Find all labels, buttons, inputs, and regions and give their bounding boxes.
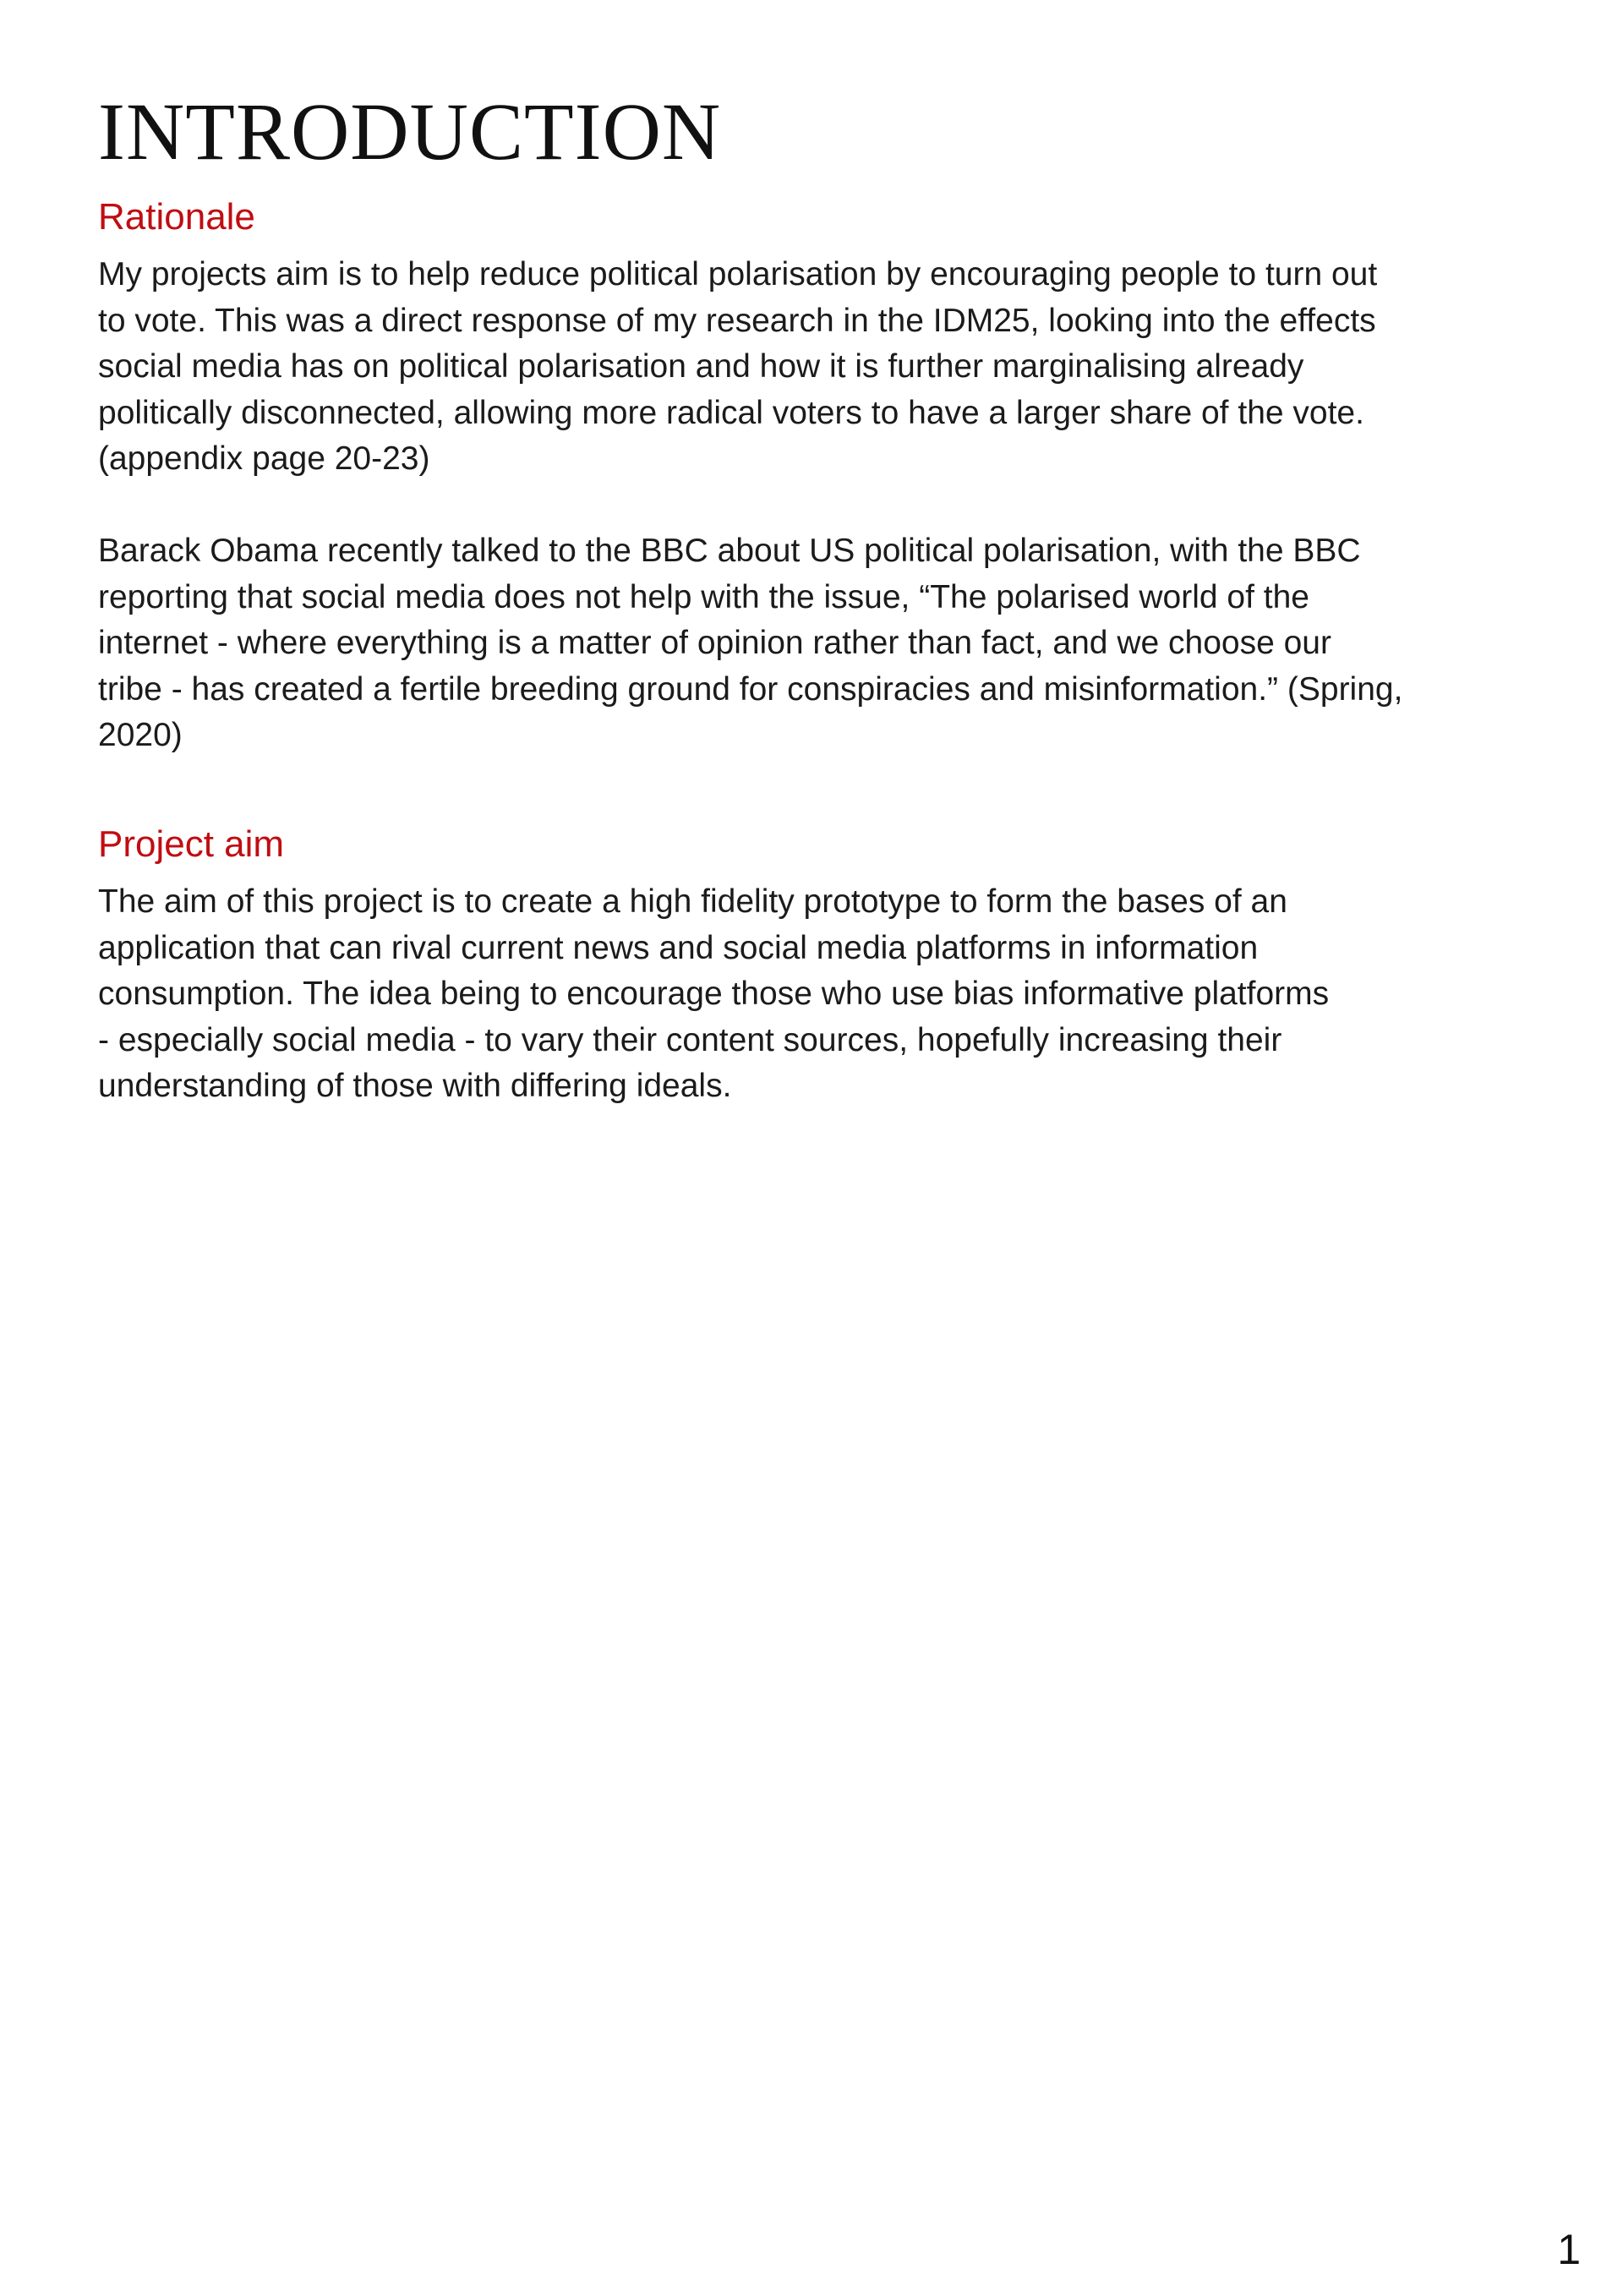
text-line: politically disconnected, allowing more radical voters to have a larger share of the vote. xyxy=(98,394,1364,431)
page-number: 1 xyxy=(1557,2226,1581,2273)
project-aim-paragraph xyxy=(98,879,1329,1110)
text-line: (appendix page 20-23) xyxy=(98,440,430,477)
text-line: social media has on political polarisation and how it is further marginalising already xyxy=(98,348,1304,385)
text-line: tribe - has created a fertile breeding ground for conspiracies and misinformation.” (Spring, xyxy=(98,670,1403,708)
section-heading-rationale: Rationale xyxy=(98,196,255,238)
rationale-paragraph-1 xyxy=(98,252,1377,483)
text-line: to vote. This was a direct response of my research in the IDM25, looking into the effects xyxy=(98,302,1376,339)
text-line: application that can rival current news and social media platforms in information xyxy=(98,929,1259,966)
section-heading-project-aim: Project aim xyxy=(98,823,285,865)
text-line: My projects aim is to help reduce political polarisation by encouraging people to turn out xyxy=(98,256,1378,292)
text-line: 2020) xyxy=(98,717,183,753)
text-line: internet - where everything is a matter of opinion rather than fact, and we choose our xyxy=(98,625,1331,661)
text-line: reporting that social media does not help with the issue, “The polarised world of the xyxy=(98,578,1309,615)
text-line: - especially social media - to vary their content sources, hopefully increasing their xyxy=(98,1021,1282,1058)
text-line: consumption. The idea being to encourage those who use bias informative platforms xyxy=(98,976,1330,1012)
text-line: The aim of this project is to create a high fidelity prototype to form the bases of an xyxy=(98,883,1287,920)
text-line: understanding of those with differing ideals. xyxy=(98,1068,732,1104)
text-line: Barack Obama recently talked to the BBC about US political polarisation, with the BBC xyxy=(98,533,1361,569)
page-title: INTRODUCTION xyxy=(98,86,722,177)
rationale-paragraph-2 xyxy=(98,528,1402,759)
